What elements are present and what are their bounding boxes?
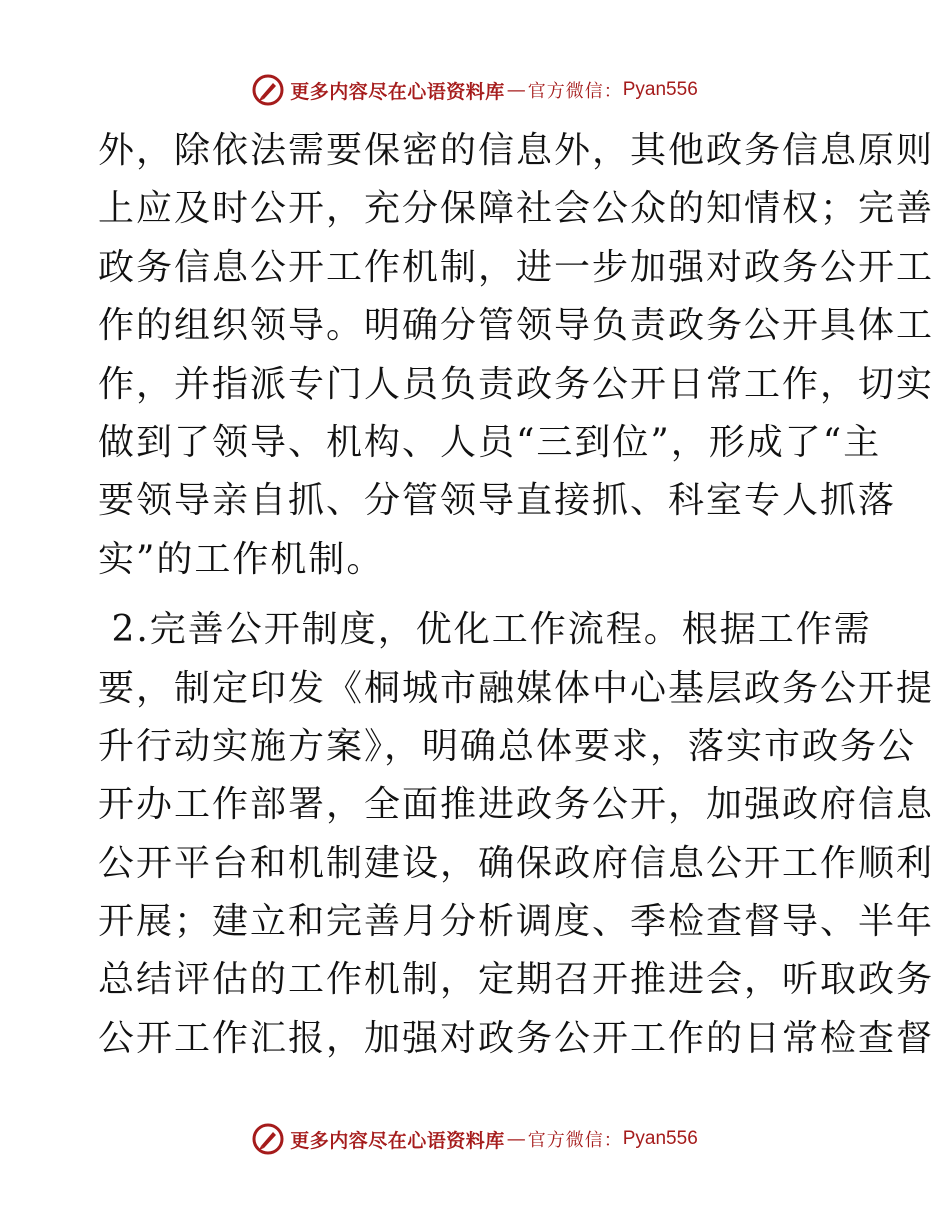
banner-wechat-id: Pyan556 [622, 1128, 698, 1149]
pen-logo-icon [252, 74, 284, 106]
text-line: 外，除依法需要保密的信息外，其他政务信息原则 [98, 130, 935, 171]
footer-banner [0, 1119, 950, 1159]
text-line: 作，并指派专门人员负责政务公开日常工作，切实 [98, 363, 935, 405]
text-line: 上应及时公开，充分保障社会公众的知情权；完善 [98, 188, 935, 230]
text-line: 开展；建立和完善月分析调度、季检查督导、半年 [98, 901, 935, 943]
banner-dash: — [506, 79, 526, 101]
banner-main-text: 更多内容尽在心语资料库 [290, 1129, 505, 1152]
banner-dash: — [506, 1128, 526, 1150]
text-line: 要领导亲自抓、分管领导直接抓、科室专人抓落 [98, 480, 897, 522]
text-line: 要，制定印发《桐城市融媒体中心基层政务公开提 [98, 667, 935, 709]
text-line: 公开工作汇报，加强对政务公开工作的日常检查督 [98, 1017, 935, 1059]
pen-logo-icon [252, 1123, 284, 1155]
paragraph-2 [98, 601, 935, 1068]
text-line: 作的组织领导。明确分管领导负责政务公开具体工 [98, 305, 935, 347]
text-line: 做到了领导、机构、人员“三到位”，形成了“主 [98, 421, 882, 463]
document-body [98, 122, 935, 1068]
banner-wechat-label: 官方微信： [527, 1130, 623, 1151]
text-line: 总结评估的工作机制，定期召开推进会，听取政务 [98, 959, 935, 1001]
text-line: 升行动实施方案》，明确总体要求，落实市政务公 [98, 725, 917, 767]
text-line: 实”的工作机制。 [98, 538, 385, 580]
text-line: 公开平台和机制建设，确保政府信息公开工作顺利 [98, 842, 935, 884]
text-line: 政务信息公开工作机制，进一步加强对政务公开工 [98, 246, 935, 288]
banner-main-text: 更多内容尽在心语资料库 [290, 80, 505, 103]
header-banner [0, 70, 950, 110]
banner-wechat-label: 官方微信： [527, 81, 623, 102]
text-line: 2.完善公开制度，优化工作流程。根据工作需 [98, 609, 872, 651]
paragraph-1 [98, 122, 935, 589]
banner-wechat-id: Pyan556 [622, 79, 698, 100]
text-line: 开办工作部署，全面推进政务公开，加强政府信息 [98, 784, 935, 826]
